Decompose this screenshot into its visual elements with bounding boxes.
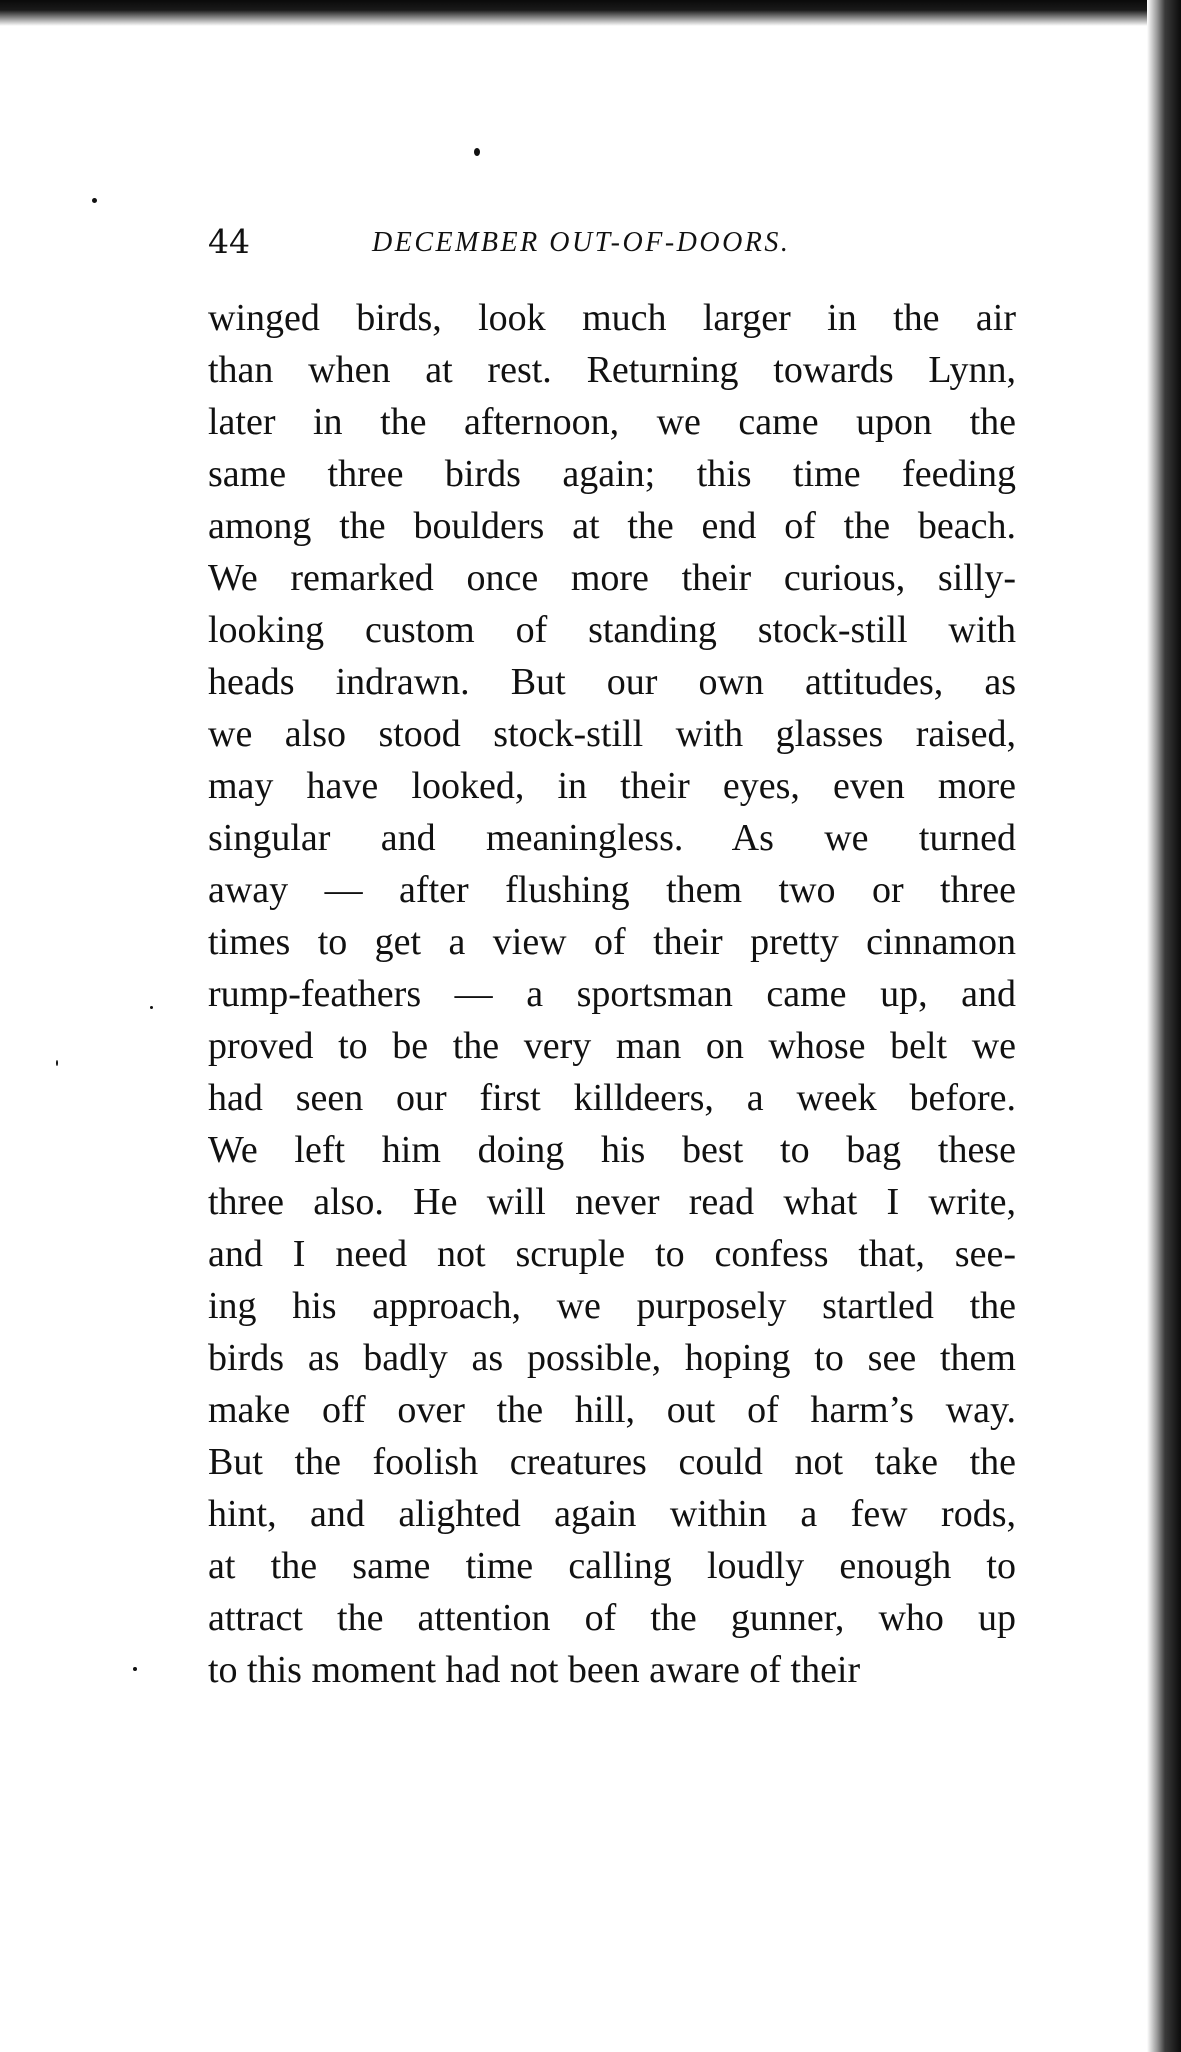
text-line: later in the afternoon, we came upon the (208, 401, 1016, 443)
text-line: We remarked once more their curious, silly- (208, 557, 1016, 599)
running-title: DECEMBER OUT-OF-DOORS. (372, 227, 791, 258)
text-line: make off over the hill, out of harm’s way. (208, 1389, 1016, 1431)
text-line: But the foolish creatures could not take the (208, 1441, 1016, 1483)
scan-top-shadow (0, 0, 1181, 26)
text-line: than when at rest. Returning towards Lynn, (208, 349, 1016, 391)
text-line: and I need not scruple to confess that, see- (208, 1233, 1016, 1275)
text-line: at the same time calling loudly enough to (208, 1545, 1016, 1587)
text-line: rump-feathers — a sportsman came up, and (208, 973, 1016, 1015)
page-number: 44 (208, 222, 250, 261)
text-line: attract the attention of the gunner, who up (208, 1597, 1016, 1639)
text-line: ing his approach, we purposely startled the (208, 1285, 1016, 1327)
text-line: heads indrawn. But our own attitudes, as (208, 661, 1016, 703)
running-head (208, 220, 1028, 264)
body-text (208, 292, 1016, 1696)
text-line: looking custom of standing stock-still with (208, 609, 1016, 651)
text-line: among the boulders at the end of the beach. (208, 505, 1016, 547)
text-line: We left him doing his best to bag these (208, 1129, 1016, 1171)
text-line: times to get a view of their pretty cinnamon (208, 921, 1016, 963)
scan-right-shadow (1147, 0, 1181, 2052)
ink-speck (56, 1060, 58, 1066)
text-line: had seen our first killdeers, a week before. (208, 1077, 1016, 1119)
text-line: away — after flushing them two or three (208, 869, 1016, 911)
text-line: three also. He will never read what I write, (208, 1181, 1016, 1223)
ink-speck (474, 148, 480, 156)
text-line: to this moment had not been aware of their (208, 1649, 861, 1691)
text-line: winged birds, look much larger in the air (208, 297, 1016, 339)
text-line: hint, and alighted again within a few rods, (208, 1493, 1016, 1535)
text-line: may have looked, in their eyes, even more (208, 765, 1016, 807)
ink-speck (133, 1667, 137, 1671)
text-line: we also stood stock-still with glasses raised, (208, 713, 1016, 755)
ink-speck (92, 198, 97, 203)
text-line: proved to be the very man on whose belt we (208, 1025, 1016, 1067)
text-line: singular and meaningless. As we turned (208, 817, 1016, 859)
text-line: birds as badly as possible, hoping to see them (208, 1337, 1016, 1379)
ink-speck (150, 1006, 153, 1009)
text-line: same three birds again; this time feeding (208, 453, 1016, 495)
